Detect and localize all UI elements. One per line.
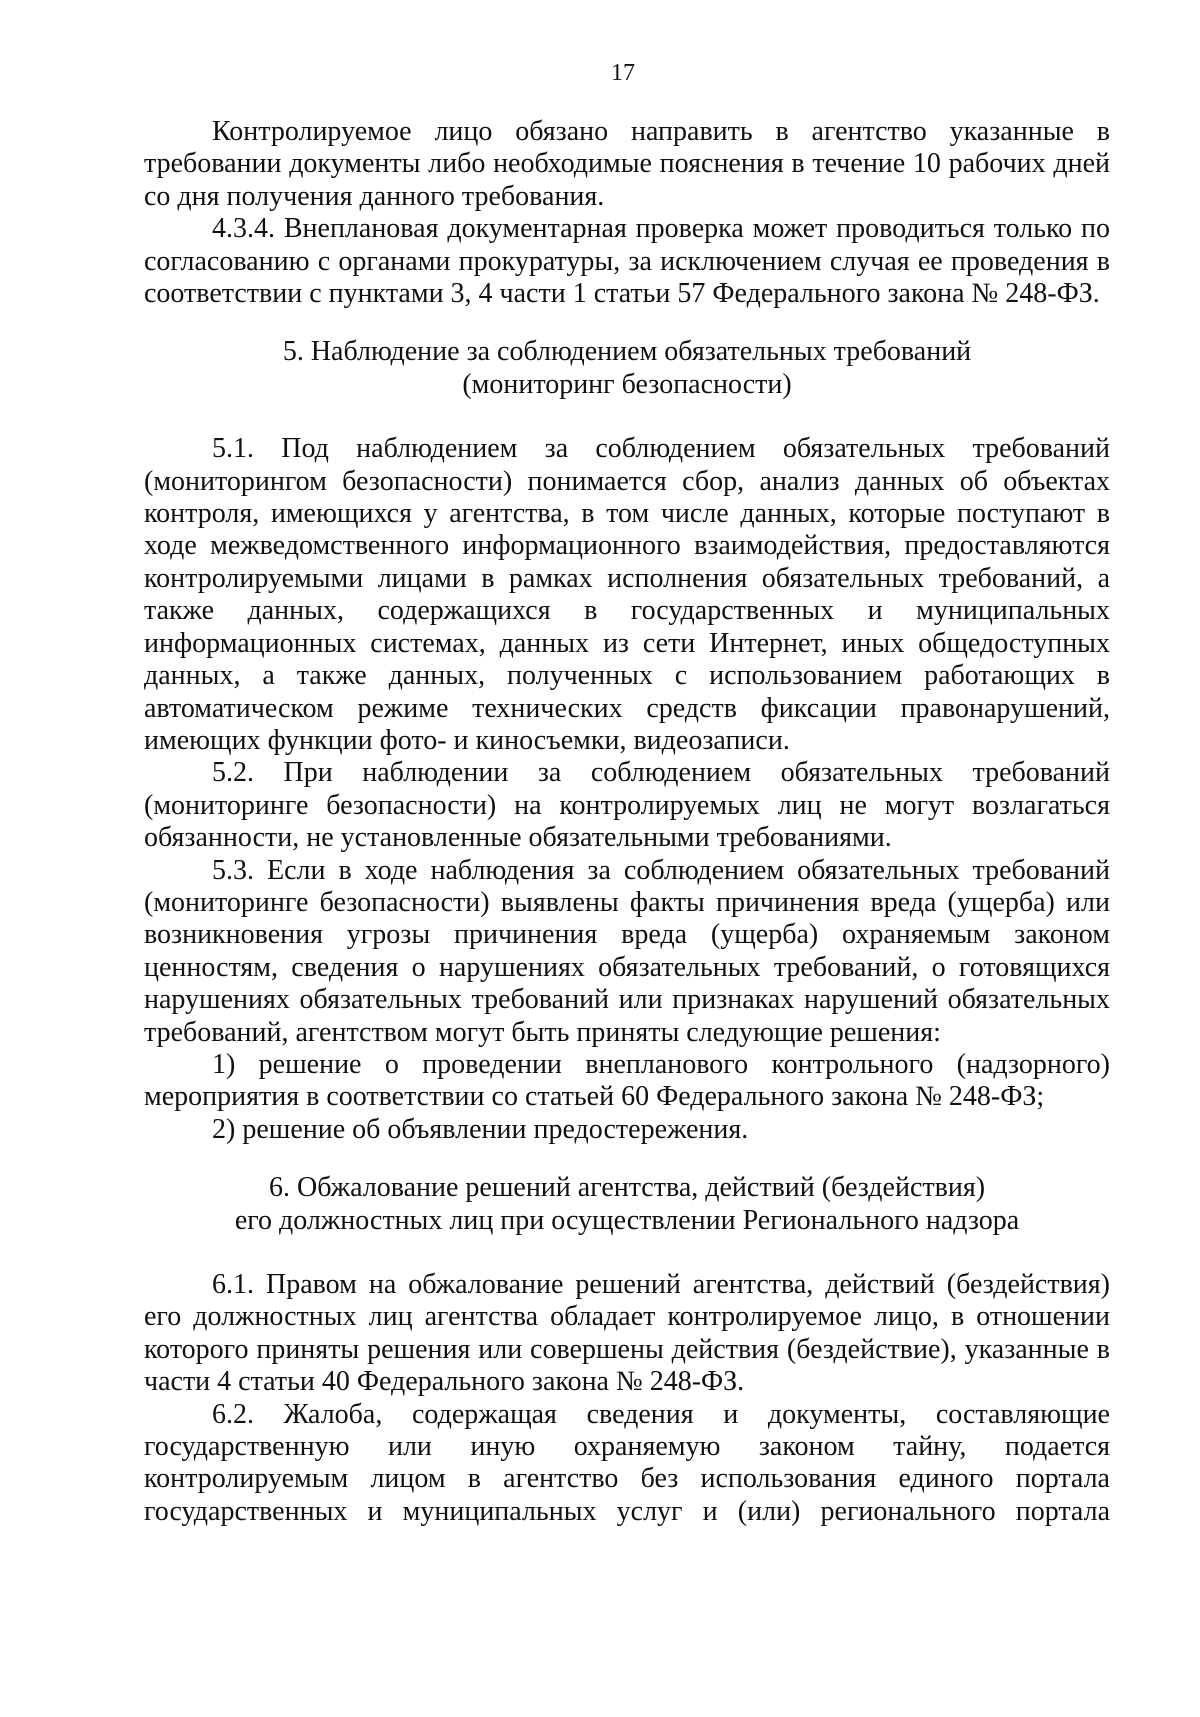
section-6-title-line2: его должностных лиц при осуществлении Регионального надзора [234,1204,1020,1236]
paragraph-4-3-4: 4.3.4. Внеплановая документарная проверка может проводиться только по согласованию с органами прокуратуры, за исключением случая ее проведения в соответствии с пунктами 3, 4 части 1 статьи 57 Федерального закона № 248-ФЗ. [144,213,1110,310]
document-body [144,116,1110,1528]
paragraph-response-obligation: Контролируемое лицо обязано направить в агентство указанные в требовании документы либо необходимые пояснения в течение 10 рабочих дней со дня получения данного требования. [144,116,1110,212]
paragraph-5-2: 5.2. При наблюдении за соблюдением обязательных требований (мониторинге безопасности) на контролируемых лиц не могут возлагаться обязанности, не установленные обязательными требованиями. [144,757,1110,854]
paragraph-5-3: 5.3. Если в ходе наблюдения за соблюдением обязательных требований (мониторинге безопасности) выявлены факты причинения вреда (ущерба) или возникновения угрозы причинения вреда (ущерба) охраняемым законом ценностям, сведения о нарушениях обязательных требований, о готовящихся нарушениях обязательных требований или признаках нарушений обязательных требований, агентством могут быть приняты следующие решения: [144,854,1110,1048]
list-item-2: 2) решение об объявлении предостережения. [212,1113,749,1145]
section-5-title-line2: (мониторинг безопасности) [462,368,792,400]
section-5-heading [144,336,1110,401]
section-5-title-line1: 5. Наблюдение за соблюдением обязательных требований [282,336,972,368]
list-item-1: 1) решение о проведении внепланового контрольного (надзорного) мероприятия в соответствии со статьей 60 Федерального закона № 248-ФЗ; [144,1048,1110,1113]
paragraph-6-1: 6.1. Правом на обжалование решений агентства, действий (бездействия) его должностных лиц агентства обладает контролируемое лицо, в отношении которого приняты решения или совершены действия (бездействие), указанные в части 4 статьи 40 Федерального закона № 248-ФЗ. [144,1269,1110,1398]
section-6-heading [144,1172,1110,1237]
paragraph-6-2: 6.2. Жалоба, содержащая сведения и документы, составляющие государственную или иную охраняемую законом тайну, подается контролируемым лицом в агентство без использования единого портала государственных и муниципальных услуг и (или) регионального портала [144,1398,1110,1527]
section-6-title-line1: 6. Обжалование решений агентства, действий (бездействия) [268,1172,986,1204]
page-number: 17 [611,60,635,86]
paragraph-5-1: 5.1. Под наблюдением за соблюдением обязательных требований (мониторингом безопасности) понимается сбор, анализ данных об объектах контроля, имеющихся у агентства, в том числе данных, которые поступают в ходе межведомственного информационного взаимодействия, предоставляются контролируемыми лицами в рамках исполнения обязательных требований, а также данных, содержащихся в государственных и муниципальных информационных системах, данных из сети Интернет, иных общедоступных данных, а также данных, полученных с использованием работающих в автоматическом режиме технических средств фиксации правонарушений, имеющих функции фото- и киносъемки, видеозаписи. [144,433,1110,756]
